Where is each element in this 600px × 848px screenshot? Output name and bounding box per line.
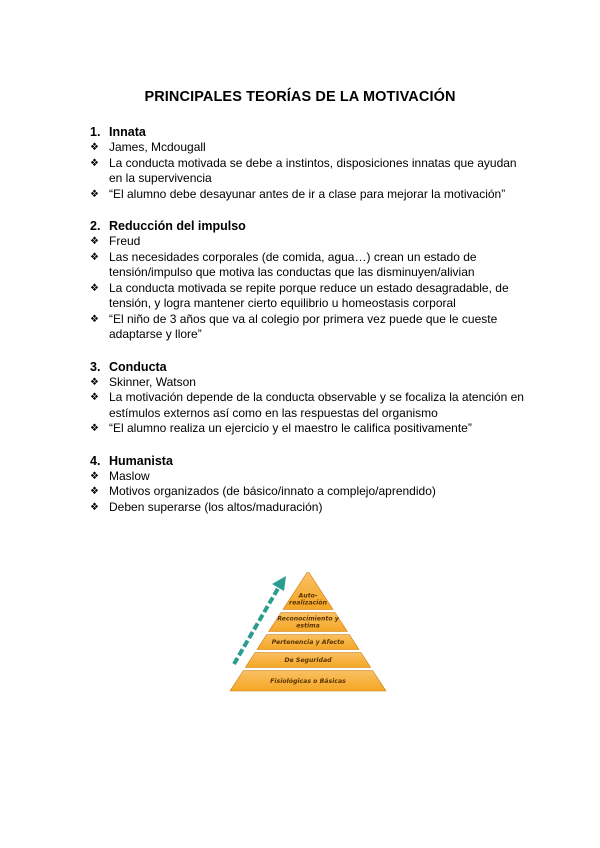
diamond-bullet-icon: ❖ <box>90 392 99 403</box>
maslow-pyramid-figure <box>222 567 398 697</box>
section-conducta <box>90 359 530 437</box>
diamond-bullet-icon: ❖ <box>90 251 99 263</box>
section-number: 4. <box>90 453 101 468</box>
list-item-text: Motivos organizados (de básico/innato a complejo/aprendido) <box>109 484 436 498</box>
section-title: Reducción del impulso <box>109 219 246 233</box>
list-item-text: Freud <box>109 234 141 248</box>
list-item-text: “El alumno realiza un ejercicio y el maestro le califica positivamente” <box>109 421 472 435</box>
list-item-text: Las necesidades corporales (de comida, agua…) crean un estado de tensión/impulso que motiva las conductas que las disminuyen/alivian <box>109 249 477 279</box>
list-item <box>90 469 530 485</box>
section-heading <box>90 124 530 140</box>
list-item <box>90 375 530 391</box>
list-item-text: James, Mcdougall <box>109 140 206 154</box>
maslow-pyramid <box>222 567 398 697</box>
diamond-bullet-icon: ❖ <box>90 157 99 169</box>
pyramid-level-label: Pertenencia y Afecto <box>271 639 345 647</box>
list-item-text: La motivación depende de la conducta observable y se focaliza la atención en estímulos externos así como en las respuestas del organismo <box>109 390 524 420</box>
list-item-text: “El alumno debe desayunar antes de ir a clase para mejorar la motivación” <box>109 186 506 201</box>
pyramid-level-label: Fisiológicas o Básicas <box>270 677 346 685</box>
section-title: Humanista <box>109 453 173 468</box>
section-heading <box>90 218 530 234</box>
diamond-bullet-icon: ❖ <box>90 236 99 247</box>
list-item <box>90 156 530 187</box>
diamond-bullet-icon: ❖ <box>90 313 99 325</box>
list-item <box>90 281 530 312</box>
section-number: 2. <box>90 219 101 233</box>
section-reduccion-impulso <box>90 218 530 343</box>
arrow-head <box>272 576 286 591</box>
list-item-text: Skinner, Watson <box>109 374 196 389</box>
diamond-bullet-icon: ❖ <box>90 188 99 200</box>
section-number: 1. <box>90 125 101 139</box>
diamond-bullet-icon: ❖ <box>90 423 99 434</box>
list-item <box>90 312 530 343</box>
diamond-bullet-icon: ❖ <box>90 282 99 294</box>
list-item <box>90 484 530 500</box>
page-title: PRINCIPALES TEORÍAS DE LA MOTIVACIÓN <box>144 89 456 105</box>
section-number: 3. <box>90 359 101 374</box>
list-item-text: “El niño de 3 años que va al colegio por primera vez puede que le cueste adaptarse y llore” <box>109 311 498 341</box>
list-item <box>90 500 530 516</box>
section-innata <box>90 124 530 202</box>
diamond-bullet-icon: ❖ <box>90 142 99 153</box>
list-item <box>90 390 530 421</box>
section-title: Conducta <box>109 359 167 374</box>
pyramid-level-label: De Seguridad <box>284 657 332 665</box>
list-item <box>90 250 530 281</box>
list-item-text: La conducta motivada se repite porque reduce un estado desagradable, de tensión, y logra mantener cierto equilibrio u homeostasis corporal <box>109 280 509 310</box>
diamond-bullet-icon: ❖ <box>90 470 99 482</box>
list-item <box>90 421 530 437</box>
list-item <box>90 187 530 203</box>
list-item-text: Deben superarse (los altos/maduración) <box>109 499 323 514</box>
diamond-bullet-icon: ❖ <box>90 376 99 388</box>
pyramid-level-label: Auto-realización <box>289 592 327 607</box>
section-heading <box>90 359 530 375</box>
list-item <box>90 140 530 156</box>
theories-list <box>90 124 530 531</box>
pyramid-level-label: Reconocimiento y estima <box>277 615 339 630</box>
section-title: Innata <box>109 125 146 139</box>
diamond-bullet-icon: ❖ <box>90 501 99 513</box>
diamond-bullet-icon: ❖ <box>90 486 99 497</box>
list-item <box>90 234 530 250</box>
list-item-text: Maslow <box>109 468 150 483</box>
section-humanista <box>90 453 530 516</box>
list-item-text: La conducta motivada se debe a instintos, disposiciones innatas que ayudan en la supervivencia <box>109 155 517 185</box>
section-heading <box>90 453 530 469</box>
